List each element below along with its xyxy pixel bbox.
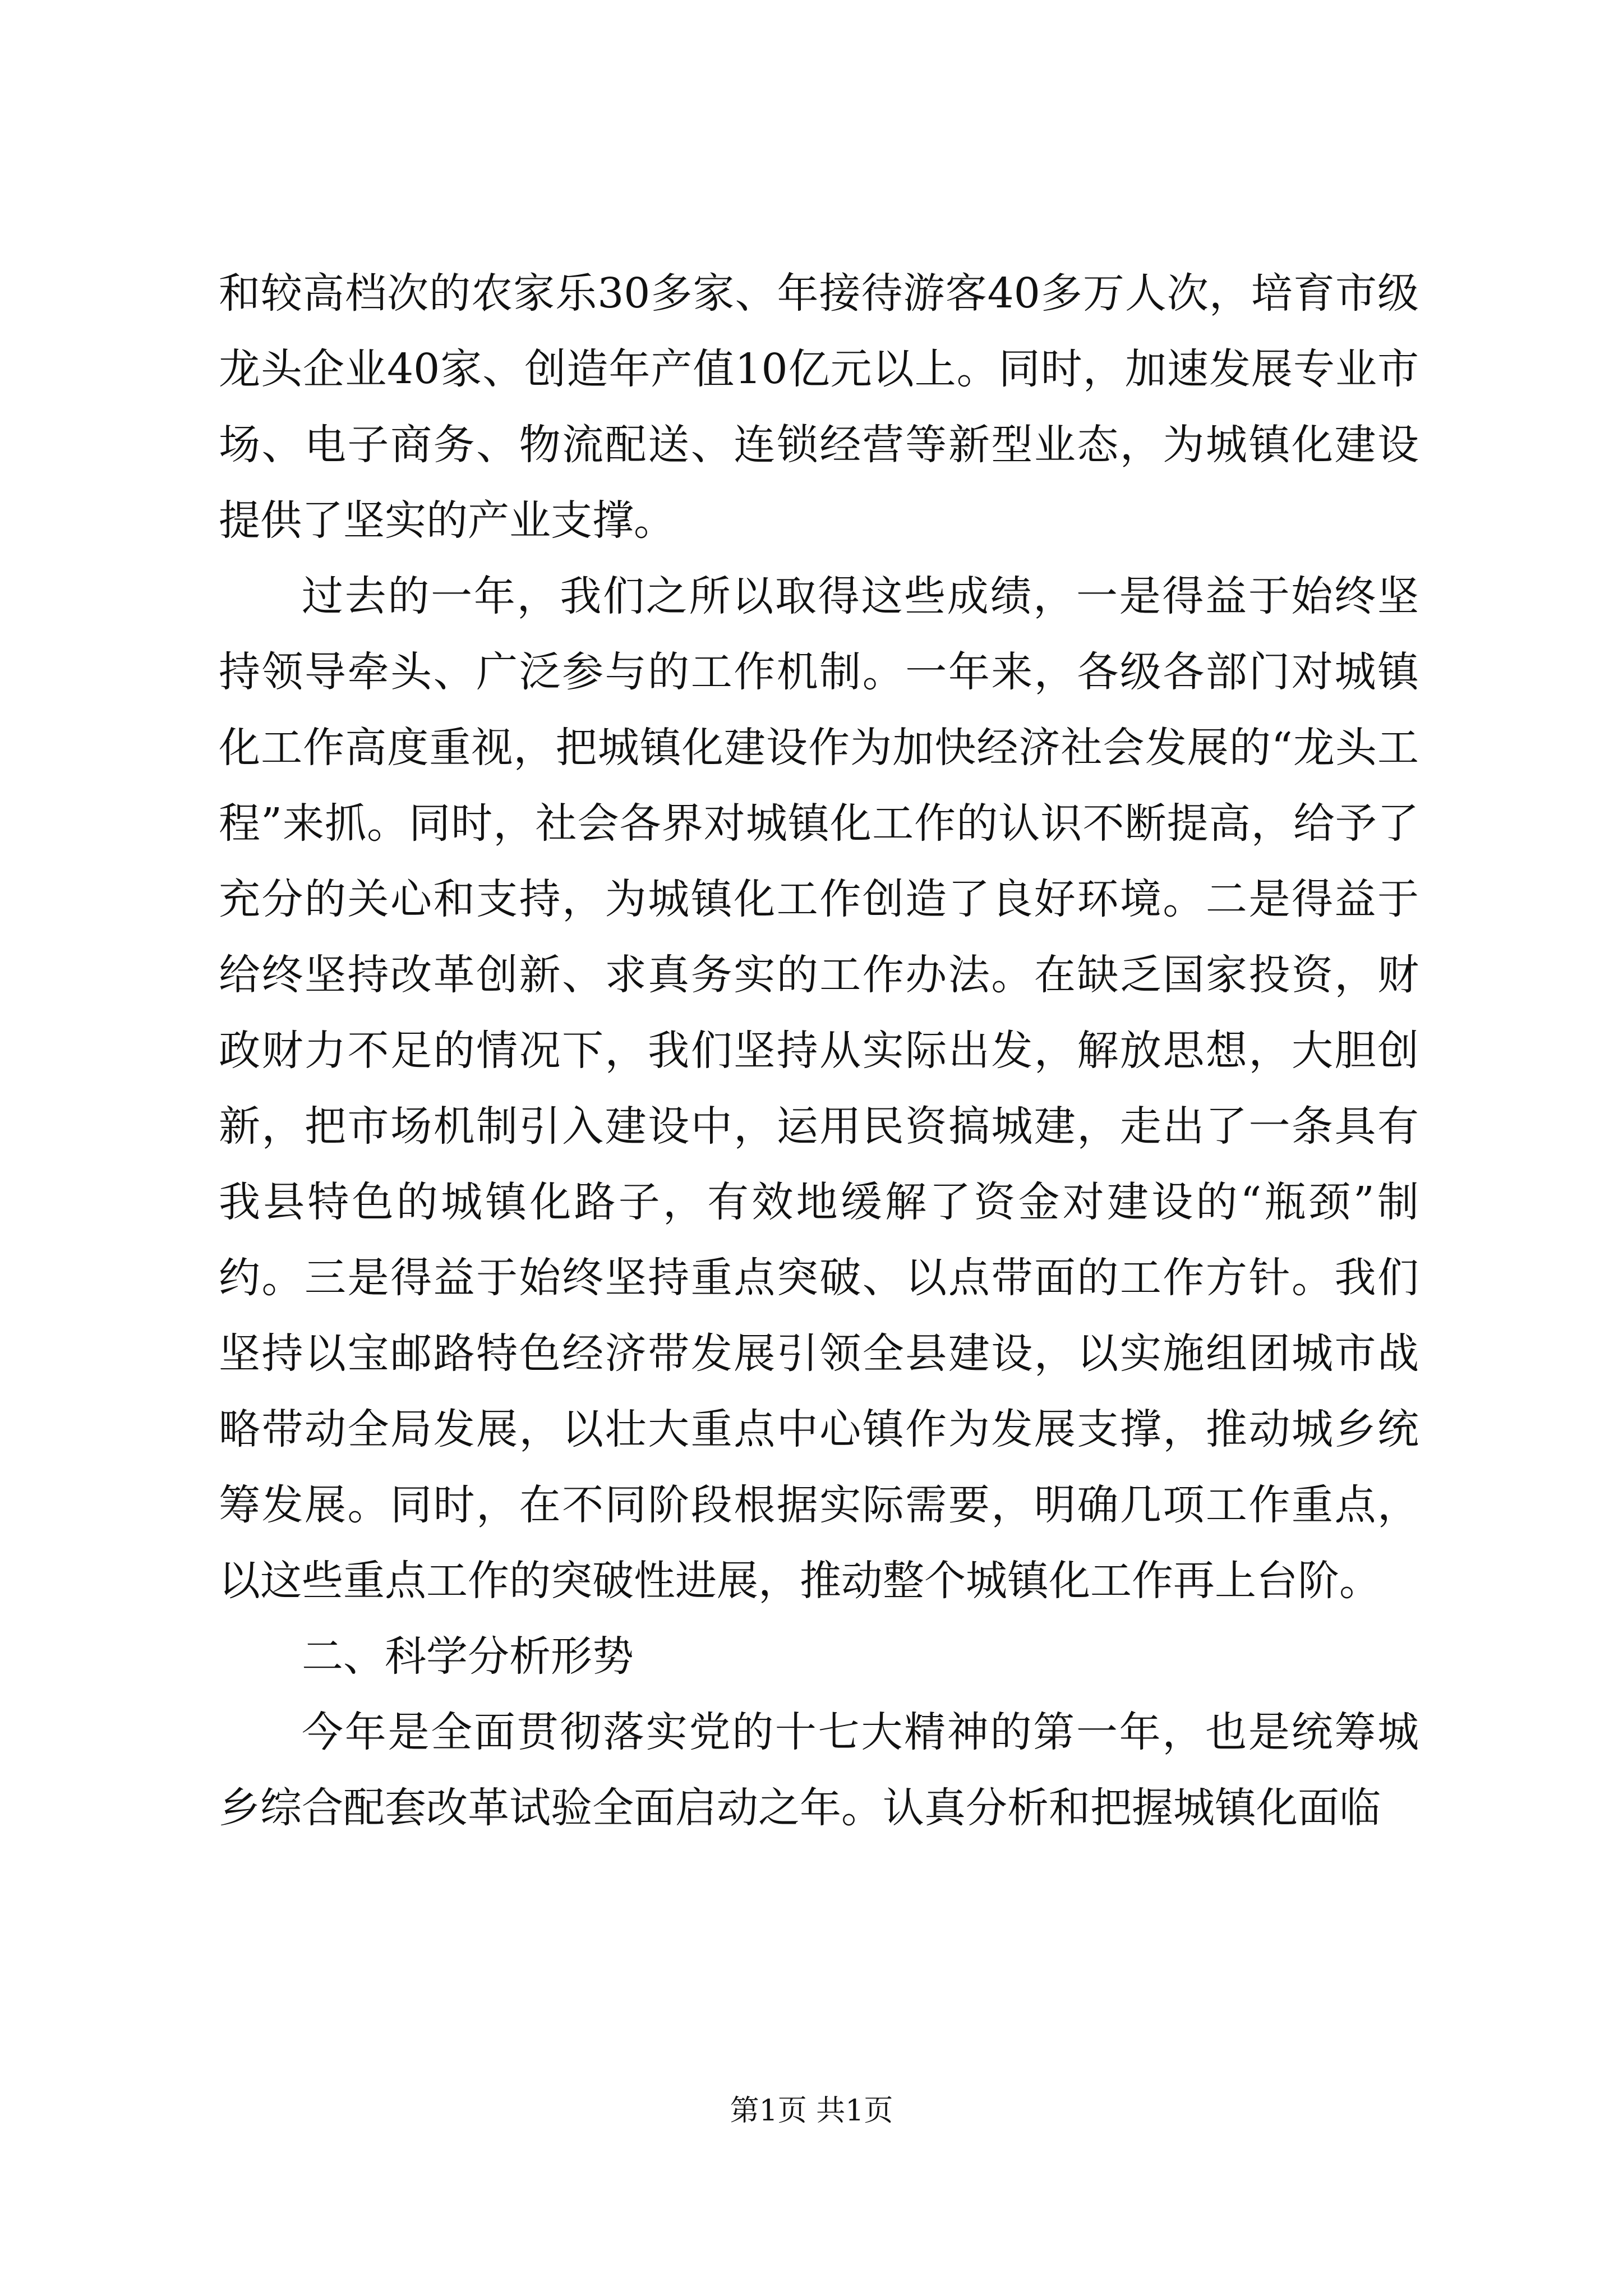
paragraph-situation-analysis: 今年是全面贯彻落实党的十七大精神的第一年，也是统筹城乡综合配套改革试验全面启动之年。认真分析和把握城镇化面临 <box>219 1708 1419 1832</box>
paragraph-achievements-reasons: 过去的一年，我们之所以取得这些成绩，一是得益于始终坚持领导牵头、广泛参与的工作机制。一年来，各级各部门对城镇化工作高度重视，把城镇化建设作为加快经济社会发展的“龙头工程”来抓。同时，社会各界对城镇化工作的认识不断提高，给予了充分的关心和支持，为城镇化工作创造了良好环境。二是得益于给终坚持改革创新、求真务实的工作办法。在缺乏国家投资，财政财力不足的情况下，我们坚持从实际出发，解放思想，大胆创新，把市场机制引入建设中，运用民资搞城建，走出了一条具有我县特色的城镇化路子，有效地缓解了资金对建设的“瓶颈”制约。三是得益于始终坚持重点突破、以点带面的工作方针。我们坚持以宝邮路特色经济带发展引领全县建设，以实施组团城市战略带动全局发展，以壮大重点中心镇作为发展支撑，推动城乡统筹发展。同时，在不同阶段根据实际需要，明确几项工作重点，以这些重点工作的突破性进展，推动整个城镇化工作再上台阶。 <box>219 572 1419 1605</box>
section-heading: 二、科学分析形势 <box>302 1632 634 1681</box>
paragraph-continuation: 和较高档次的农家乐30多家、年接待游客40多万人次，培育市级龙头企业40家、创造年产值10亿元以上。同时，加速发展专业市场、电子商务、物流配送、连锁经营等新型业态，为城镇化建设提供了坚实的产业支撑。 <box>219 269 1419 545</box>
page-footer: 第1页 共1页 <box>730 2094 893 2128</box>
document-body <box>219 256 1419 1846</box>
